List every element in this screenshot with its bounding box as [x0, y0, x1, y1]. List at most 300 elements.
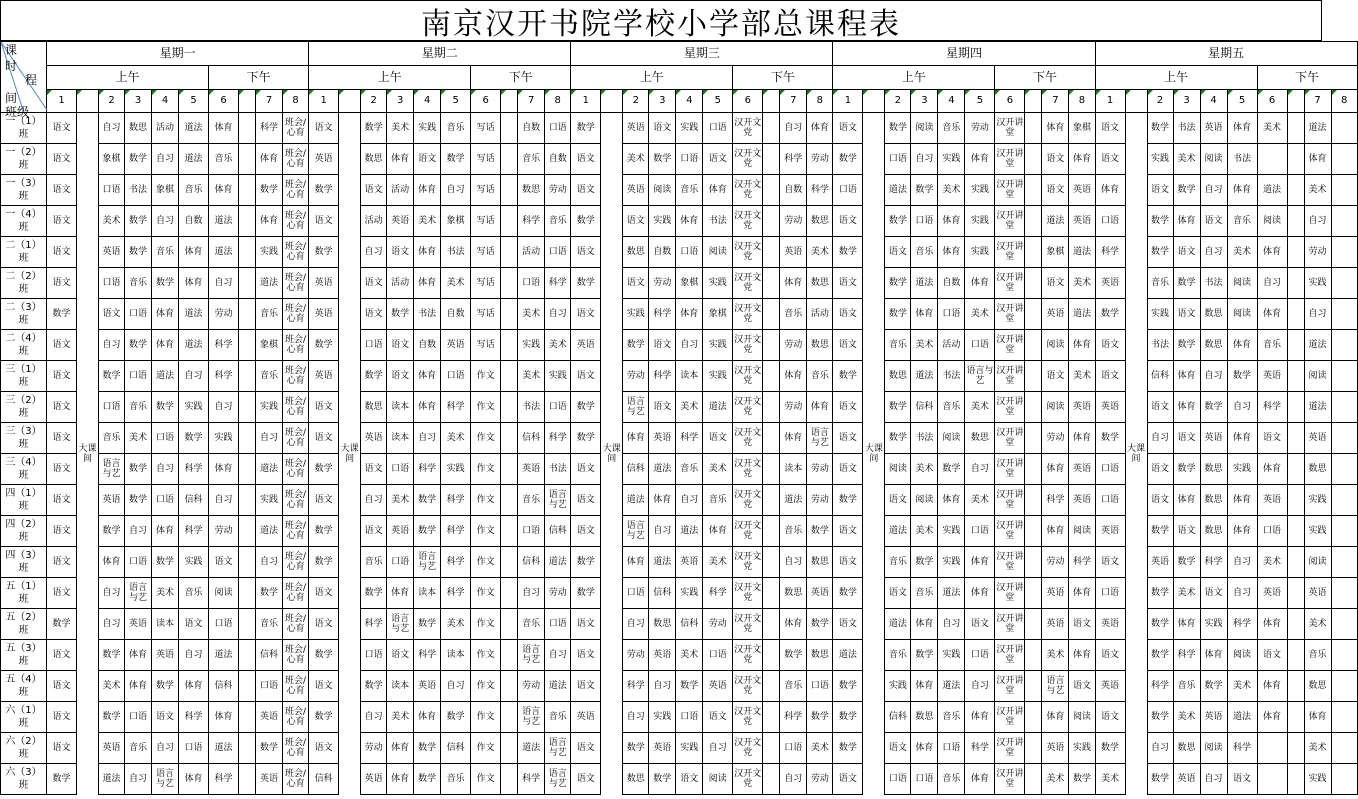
lesson-cell: 读本 — [152, 609, 179, 640]
lesson-cell: 数学 — [833, 237, 863, 268]
lunch-spacer — [501, 578, 518, 609]
lesson-cell: 音乐 — [938, 113, 965, 144]
lesson-cell: 数学 — [47, 299, 77, 330]
lesson-cell: 数思 — [518, 175, 545, 206]
lesson-cell: 语文 — [361, 454, 387, 485]
period-spacer — [239, 90, 256, 113]
lesson-cell: 汉开讲堂 — [995, 733, 1025, 764]
lesson-cell: 阅读 — [703, 237, 733, 268]
lesson-cell: 阅读 — [649, 175, 676, 206]
lesson-cell: 科学 — [807, 175, 833, 206]
corner-label-c3: 程 — [25, 73, 38, 87]
lunch-spacer — [1025, 516, 1042, 547]
lesson-cell: 体育 — [414, 268, 441, 299]
lesson-cell: 象棋 — [703, 299, 733, 330]
lesson-cell: 体育 — [1042, 454, 1069, 485]
lunch-spacer — [239, 516, 256, 547]
lesson-cell: 作文 — [471, 733, 501, 764]
lesson-cell: 语文 — [571, 764, 601, 795]
pm-header: 下午 — [995, 66, 1095, 90]
lesson-cell: 语文 — [833, 547, 863, 578]
lesson-cell: 道法 — [545, 547, 571, 578]
day-header: 星期二 — [309, 42, 571, 66]
lesson-cell: 数学 — [309, 702, 339, 733]
lesson-cell: 语文 — [1173, 237, 1200, 268]
class-label: 六（2）班 — [1, 733, 47, 764]
lesson-cell: 体育 — [1042, 702, 1069, 733]
lesson-cell: 音乐 — [125, 268, 152, 299]
class-label: 五（1）班 — [1, 578, 47, 609]
lesson-cell: 自习 — [1227, 578, 1257, 609]
lesson-cell: 口语 — [125, 361, 152, 392]
lesson-cell: 道法 — [833, 640, 863, 671]
lesson-cell: 实践 — [938, 640, 965, 671]
lesson-cell: 美术 — [703, 454, 733, 485]
lesson-cell: 数学 — [441, 702, 471, 733]
lesson-cell: 体育 — [256, 144, 283, 175]
lesson-cell: 数学 — [361, 578, 387, 609]
lesson-cell: 实践 — [256, 237, 283, 268]
lesson-cell: 实践 — [938, 516, 965, 547]
lesson-cell: 英语 — [649, 423, 676, 454]
lesson-cell: 音乐 — [518, 609, 545, 640]
lesson-cell: 劳动 — [1304, 237, 1331, 268]
lesson-cell: 科学 — [1200, 547, 1227, 578]
lesson-cell: 自习 — [209, 485, 239, 516]
lesson-cell: 音乐 — [807, 361, 833, 392]
lesson-cell: 美术 — [125, 423, 152, 454]
lesson-cell: 道法 — [518, 733, 545, 764]
lesson-cell — [1331, 733, 1357, 764]
lesson-cell: 体育 — [99, 547, 125, 578]
lesson-cell: 音乐 — [1227, 206, 1257, 237]
lesson-cell: 作文 — [471, 609, 501, 640]
lesson-cell: 语文 — [309, 671, 339, 702]
lesson-cell: 语文 — [703, 702, 733, 733]
class-label: 六（1）班 — [1, 702, 47, 733]
lesson-cell: 数思 — [1173, 733, 1200, 764]
lunch-spacer — [763, 609, 780, 640]
lesson-cell: 体育 — [1069, 330, 1095, 361]
lesson-cell: 口语 — [703, 113, 733, 144]
lesson-cell: 汉开讲堂 — [995, 113, 1025, 144]
lunch-spacer — [1287, 640, 1304, 671]
lesson-cell: 语言与艺 — [807, 423, 833, 454]
lunch-spacer — [1025, 237, 1042, 268]
lesson-cell: 信科 — [623, 454, 649, 485]
lunch-spacer — [501, 640, 518, 671]
lesson-cell: 数学 — [571, 113, 601, 144]
lesson-cell: 班会/心育 — [283, 454, 309, 485]
lesson-cell: 汉开讲堂 — [995, 454, 1025, 485]
lesson-cell — [1331, 764, 1357, 795]
lesson-cell: 音乐 — [518, 144, 545, 175]
lesson-cell: 语言与艺 — [623, 392, 649, 423]
lesson-cell: 数学 — [1147, 578, 1173, 609]
lesson-cell: 科学 — [780, 702, 807, 733]
lesson-cell: 体育 — [209, 702, 239, 733]
class-label: 一（1）班 — [1, 113, 47, 144]
lesson-cell: 英语 — [1069, 175, 1095, 206]
lesson-cell: 语文 — [361, 516, 387, 547]
lesson-cell: 数学 — [414, 609, 441, 640]
lesson-cell: 口语 — [1095, 206, 1125, 237]
lunch-spacer — [1287, 423, 1304, 454]
lesson-cell: 数学 — [885, 268, 911, 299]
lesson-cell: 音乐 — [911, 237, 938, 268]
lunch-spacer — [501, 485, 518, 516]
lesson-cell: 数学 — [125, 330, 152, 361]
lesson-cell: 信科 — [256, 640, 283, 671]
lesson-cell: 数思 — [965, 423, 995, 454]
lunch-spacer — [1025, 764, 1042, 795]
lesson-cell: 语文 — [571, 516, 601, 547]
lesson-cell: 自习 — [545, 640, 571, 671]
lunch-spacer — [501, 516, 518, 547]
lesson-cell: 活动 — [361, 206, 387, 237]
lesson-cell: 实践 — [1069, 733, 1095, 764]
lesson-cell: 自习 — [676, 330, 703, 361]
lesson-cell: 数学 — [1095, 299, 1125, 330]
lesson-cell: 口语 — [518, 516, 545, 547]
lesson-cell: 语文 — [47, 175, 77, 206]
lesson-cell: 数学 — [833, 671, 863, 702]
lesson-cell: 科学 — [1173, 640, 1200, 671]
lunch-spacer — [1287, 733, 1304, 764]
lesson-cell: 阅读 — [911, 485, 938, 516]
lesson-cell: 自习 — [152, 454, 179, 485]
lesson-cell: 作文 — [471, 702, 501, 733]
lesson-cell: 作文 — [471, 485, 501, 516]
lesson-cell: 美术 — [99, 206, 125, 237]
lesson-cell: 数学 — [441, 144, 471, 175]
lesson-cell: 体育 — [1069, 423, 1095, 454]
lesson-cell: 音乐 — [256, 609, 283, 640]
lesson-cell: 语文 — [1042, 361, 1069, 392]
lesson-cell: 口语 — [99, 175, 125, 206]
lesson-cell: 阅读 — [885, 454, 911, 485]
lesson-cell: 语文 — [1095, 330, 1125, 361]
lesson-cell: 美术 — [387, 702, 414, 733]
lesson-cell: 数学 — [125, 454, 152, 485]
lesson-cell: 体育 — [965, 702, 995, 733]
lunch-spacer — [763, 113, 780, 144]
lunch-spacer — [239, 113, 256, 144]
lunch-spacer — [239, 671, 256, 702]
lesson-cell: 自习 — [99, 578, 125, 609]
lesson-cell: 英语 — [99, 237, 125, 268]
lesson-cell: 自习 — [518, 578, 545, 609]
lesson-cell: 英语 — [1095, 516, 1125, 547]
lesson-cell: 班会/心育 — [283, 361, 309, 392]
class-label: 二（4）班 — [1, 330, 47, 361]
class-label: 四（1）班 — [1, 485, 47, 516]
lunch-spacer — [239, 454, 256, 485]
lesson-cell: 实践 — [703, 361, 733, 392]
lesson-cell: 数学 — [911, 547, 938, 578]
period-number: 1 — [47, 90, 77, 113]
lesson-cell: 口语 — [152, 485, 179, 516]
lesson-cell: 语文 — [47, 392, 77, 423]
period-number: 2 — [623, 90, 649, 113]
lesson-cell: 英语 — [649, 640, 676, 671]
lesson-cell: 科学 — [441, 485, 471, 516]
lesson-cell: 英语 — [1200, 702, 1227, 733]
period-number: 3 — [125, 90, 152, 113]
lesson-cell: 数学 — [833, 578, 863, 609]
lesson-cell: 象棋 — [1069, 113, 1095, 144]
lesson-cell: 实践 — [938, 547, 965, 578]
lesson-cell: 音乐 — [518, 485, 545, 516]
lesson-cell: 数学 — [833, 485, 863, 516]
lesson-cell: 音乐 — [780, 299, 807, 330]
lesson-cell — [1331, 330, 1357, 361]
lesson-cell: 数学 — [1173, 175, 1200, 206]
lesson-cell: 实践 — [885, 671, 911, 702]
lesson-cell: 数学 — [309, 516, 339, 547]
lesson-cell: 语言与艺 — [623, 516, 649, 547]
lesson-cell: 语文 — [676, 764, 703, 795]
lesson-cell: 劳动 — [780, 206, 807, 237]
lesson-cell: 数学 — [571, 268, 601, 299]
lesson-cell: 体育 — [807, 392, 833, 423]
lunch-spacer — [239, 206, 256, 237]
lesson-cell: 阅读 — [703, 764, 733, 795]
lunch-spacer — [501, 547, 518, 578]
lesson-cell: 英语 — [256, 764, 283, 795]
lesson-cell: 语文 — [47, 206, 77, 237]
lesson-cell: 科学 — [209, 330, 239, 361]
lesson-cell: 作文 — [471, 454, 501, 485]
lesson-cell: 语言与艺 — [414, 547, 441, 578]
lesson-cell: 体育 — [1257, 609, 1287, 640]
lesson-cell: 数学 — [47, 764, 77, 795]
lesson-cell: 信科 — [518, 423, 545, 454]
lesson-cell: 汉开文党 — [733, 485, 763, 516]
period-number: 5 — [1227, 90, 1257, 113]
lesson-cell: 体育 — [965, 268, 995, 299]
lesson-cell: 体育 — [780, 609, 807, 640]
lesson-cell — [1331, 144, 1357, 175]
lesson-cell — [1331, 454, 1357, 485]
period-number: 6 — [1257, 90, 1287, 113]
lesson-cell: 音乐 — [125, 392, 152, 423]
lesson-cell: 语文 — [885, 578, 911, 609]
lesson-cell: 班会/心育 — [283, 330, 309, 361]
lesson-cell: 科学 — [414, 454, 441, 485]
lesson-cell: 汉开文党 — [733, 547, 763, 578]
lunch-spacer — [763, 423, 780, 454]
lunch-spacer — [501, 671, 518, 702]
lesson-cell: 语文 — [309, 578, 339, 609]
lesson-cell: 英语 — [1069, 485, 1095, 516]
lesson-cell: 英语 — [361, 423, 387, 454]
lesson-cell: 汉开文党 — [733, 175, 763, 206]
lesson-cell: 语文 — [47, 113, 77, 144]
lesson-cell: 数学 — [780, 640, 807, 671]
lesson-cell: 信科 — [309, 764, 339, 795]
lesson-cell: 班会/心育 — [283, 640, 309, 671]
lunch-spacer — [501, 237, 518, 268]
lesson-cell: 数学 — [1173, 454, 1200, 485]
lesson-cell: 英语 — [1173, 764, 1200, 795]
period-number: 6 — [995, 90, 1025, 113]
pm-header: 下午 — [1257, 66, 1357, 90]
lesson-cell: 信科 — [885, 702, 911, 733]
lesson-cell: 语文 — [833, 609, 863, 640]
lesson-cell: 音乐 — [938, 702, 965, 733]
lunch-spacer — [1287, 485, 1304, 516]
lesson-cell: 美术 — [676, 640, 703, 671]
lesson-cell: 体育 — [209, 454, 239, 485]
lesson-cell: 数思 — [807, 330, 833, 361]
lesson-cell: 实践 — [256, 392, 283, 423]
lesson-cell: 数学 — [911, 175, 938, 206]
lesson-cell: 科学 — [545, 423, 571, 454]
lesson-cell: 科学 — [518, 206, 545, 237]
lunch-spacer — [1287, 392, 1304, 423]
lesson-cell: 语言与艺 — [545, 485, 571, 516]
lesson-cell: 汉开文党 — [733, 578, 763, 609]
lesson-cell: 实践 — [649, 702, 676, 733]
lesson-cell: 阅读 — [1257, 206, 1287, 237]
lesson-cell: 英语 — [1042, 578, 1069, 609]
lesson-cell: 自习 — [1227, 547, 1257, 578]
lesson-cell: 数学 — [1147, 640, 1173, 671]
lesson-cell: 汉开讲堂 — [995, 547, 1025, 578]
lesson-cell: 数学 — [1095, 423, 1125, 454]
lunch-spacer — [763, 237, 780, 268]
lesson-cell: 语文 — [387, 330, 414, 361]
lesson-cell: 信科 — [441, 733, 471, 764]
lesson-cell: 美术 — [518, 361, 545, 392]
lesson-cell: 书法 — [125, 175, 152, 206]
lunch-spacer — [1025, 361, 1042, 392]
lesson-cell: 数学 — [1147, 609, 1173, 640]
lesson-cell: 实践 — [965, 175, 995, 206]
lesson-cell: 书法 — [441, 237, 471, 268]
lesson-cell: 英语 — [623, 113, 649, 144]
lesson-cell: 口语 — [179, 733, 209, 764]
lesson-cell: 劳动 — [807, 454, 833, 485]
lunch-spacer — [763, 702, 780, 733]
corner-label-c1: 课 — [5, 43, 18, 57]
lunch-spacer — [763, 764, 780, 795]
lesson-cell: 体育 — [1069, 144, 1095, 175]
period-number: 3 — [1173, 90, 1200, 113]
period-number: 1 — [833, 90, 863, 113]
lesson-cell — [1331, 268, 1357, 299]
lesson-cell — [1331, 578, 1357, 609]
lesson-cell: 音乐 — [209, 144, 239, 175]
lesson-cell: 数学 — [833, 144, 863, 175]
lesson-cell: 体育 — [387, 764, 414, 795]
pm-header: 下午 — [209, 66, 309, 90]
lesson-cell: 数学 — [361, 113, 387, 144]
lesson-cell: 英语 — [780, 237, 807, 268]
lesson-cell: 道法 — [1069, 299, 1095, 330]
lesson-cell: 美术 — [414, 206, 441, 237]
lesson-cell: 数学 — [885, 113, 911, 144]
lesson-cell: 实践 — [179, 392, 209, 423]
lunch-spacer — [763, 640, 780, 671]
lesson-cell: 英语 — [623, 175, 649, 206]
lesson-cell: 语文 — [414, 144, 441, 175]
lesson-cell: 汉开讲堂 — [995, 516, 1025, 547]
lesson-cell: 音乐 — [441, 113, 471, 144]
lesson-cell: 英语 — [99, 733, 125, 764]
lesson-cell: 科学 — [209, 764, 239, 795]
lesson-cell: 语文 — [571, 609, 601, 640]
lesson-cell: 汉开文党 — [733, 237, 763, 268]
lesson-cell: 语文 — [965, 609, 995, 640]
lesson-cell: 数学 — [309, 330, 339, 361]
lunch-spacer — [239, 237, 256, 268]
lesson-cell: 数学 — [152, 268, 179, 299]
lunch-spacer — [239, 330, 256, 361]
lesson-cell: 语文 — [361, 268, 387, 299]
class-label: 五（3）班 — [1, 640, 47, 671]
lunch-spacer — [239, 175, 256, 206]
lesson-cell: 语文 — [885, 237, 911, 268]
lesson-cell: 体育 — [1227, 516, 1257, 547]
period-number: 8 — [283, 90, 309, 113]
lesson-cell: 自习 — [179, 640, 209, 671]
lesson-cell: 信科 — [676, 609, 703, 640]
lunch-spacer — [763, 733, 780, 764]
lesson-cell: 数学 — [309, 175, 339, 206]
lesson-cell: 语文 — [1095, 702, 1125, 733]
lesson-cell: 体育 — [1257, 237, 1287, 268]
lesson-cell: 体育 — [1173, 392, 1200, 423]
lesson-cell: 数学 — [1147, 206, 1173, 237]
lesson-cell: 美术 — [1304, 609, 1331, 640]
lesson-cell: 体育 — [965, 764, 995, 795]
lesson-cell: 体育 — [414, 361, 441, 392]
lesson-cell: 汉开文党 — [733, 702, 763, 733]
lunch-spacer — [239, 268, 256, 299]
lesson-cell: 自习 — [1304, 206, 1331, 237]
lesson-cell: 音乐 — [885, 330, 911, 361]
lesson-cell: 汉开讲堂 — [995, 485, 1025, 516]
lesson-cell: 数思 — [780, 578, 807, 609]
lesson-cell: 体育 — [1257, 299, 1287, 330]
lesson-cell: 科学 — [441, 547, 471, 578]
lesson-cell: 语文 — [571, 237, 601, 268]
lesson-cell: 音乐 — [1173, 671, 1200, 702]
lesson-cell: 劳动 — [807, 764, 833, 795]
lesson-cell: 作文 — [471, 547, 501, 578]
lesson-cell: 语文 — [1257, 423, 1287, 454]
lunch-spacer — [1025, 268, 1042, 299]
lesson-cell: 口语 — [545, 237, 571, 268]
lunch-spacer — [501, 330, 518, 361]
lesson-cell: 美术 — [1173, 144, 1200, 175]
lesson-cell: 劳动 — [965, 113, 995, 144]
class-label: 二（2）班 — [1, 268, 47, 299]
lesson-cell: 口语 — [125, 547, 152, 578]
lesson-cell: 体育 — [1227, 113, 1257, 144]
lesson-cell: 音乐 — [152, 237, 179, 268]
lesson-cell: 语文 — [833, 113, 863, 144]
lesson-cell: 班会/心育 — [283, 423, 309, 454]
lesson-cell: 口语 — [361, 330, 387, 361]
lesson-cell: 语文 — [571, 299, 601, 330]
lesson-cell: 汉开讲堂 — [995, 361, 1025, 392]
lesson-cell: 实践 — [179, 547, 209, 578]
lesson-cell: 美术 — [938, 175, 965, 206]
lesson-cell: 口语 — [885, 764, 911, 795]
